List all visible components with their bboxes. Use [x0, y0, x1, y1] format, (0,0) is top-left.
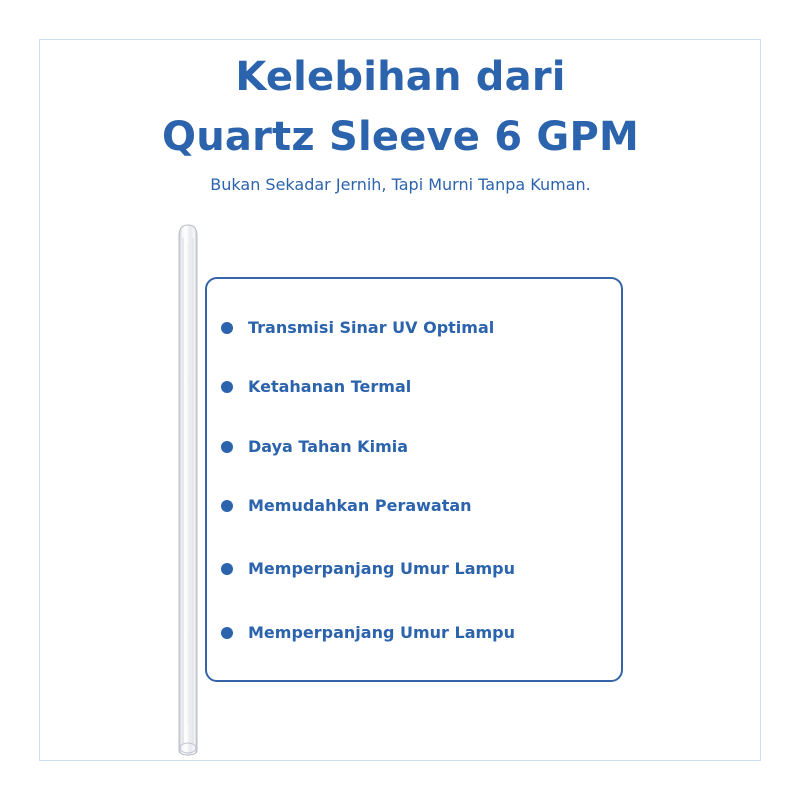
- feature-label: Transmisi Sinar UV Optimal: [248, 318, 495, 337]
- page-title-line-1: Kelebihan dari: [235, 54, 566, 100]
- feature-label: Memperpanjang Umur Lampu: [248, 559, 515, 578]
- feature-item: [221, 316, 494, 340]
- feature-label: Memudahkan Perawatan: [248, 496, 472, 515]
- feature-label: Ketahanan Termal: [248, 377, 412, 396]
- feature-label: Memperpanjang Umur Lampu: [248, 623, 515, 642]
- page-subtitle: Bukan Sekadar Jernih, Tapi Murni Tanpa Kuman.: [210, 175, 591, 194]
- page-title-line-2: Quartz Sleeve 6 GPM: [162, 114, 639, 160]
- bullet-icon: [221, 322, 233, 334]
- bullet-icon: [221, 381, 233, 393]
- quartz-sleeve-image: [176, 224, 200, 756]
- feature-label: Daya Tahan Kimia: [248, 437, 409, 456]
- feature-item: [221, 375, 411, 399]
- feature-item: [221, 621, 515, 645]
- bullet-icon: [221, 500, 233, 512]
- feature-item: [221, 557, 515, 581]
- feature-item: [221, 494, 472, 518]
- bullet-icon: [221, 627, 233, 639]
- bullet-icon: [221, 563, 233, 575]
- bullet-icon: [221, 441, 233, 453]
- feature-item: [221, 435, 408, 459]
